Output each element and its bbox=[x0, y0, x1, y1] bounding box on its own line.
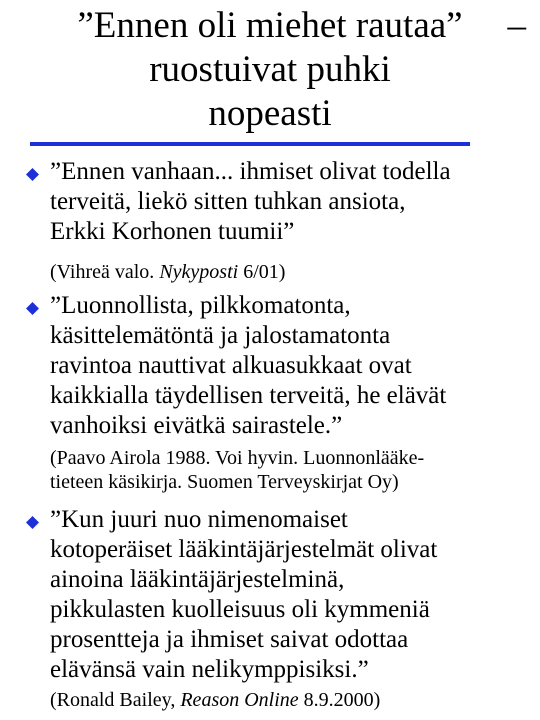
quote-2-line: kaikkialla täydellisen terveitä, he elävät bbox=[50, 382, 447, 409]
quote-3-line: pikkulasten kuolleisuus oli kymmeniä bbox=[50, 596, 430, 623]
slide-title bbox=[0, 4, 540, 136]
quote-2-line: vanhoiksi eivätkä sairastele.” bbox=[50, 412, 343, 439]
title-line-1: ”Ennen oli miehet rautaa” bbox=[77, 5, 463, 46]
quote-1-line: ”Ennen vanhaan... ihmiset olivat todella bbox=[50, 158, 451, 185]
quote-1-line: Erkki Korhonen tuumii” bbox=[50, 218, 295, 245]
quote-2-line: käsittelemätöntä ja jalostamatonta bbox=[50, 322, 391, 349]
source-3-prefix: (Ronald Bailey, bbox=[50, 689, 181, 711]
quote-2-line: ravintoa nauttivat alkuasukkaat ovat bbox=[50, 352, 412, 379]
quote-3-line: prosentteja ja ihmiset saivat odottaa bbox=[50, 626, 409, 653]
source-3-suffix: 8.9.2000) bbox=[298, 689, 381, 711]
quote-1-line: terveitä, liekö sitten tuhkan ansiota, bbox=[50, 188, 406, 215]
quote-text-1 bbox=[50, 157, 530, 247]
quote-source-3 bbox=[50, 688, 530, 712]
source-2-line: (Paavo Airola 1988. Voi hyvin. Luonnonlääke- bbox=[50, 447, 425, 469]
title-underline bbox=[30, 142, 470, 146]
title-dash: – bbox=[507, 5, 526, 46]
quote-text-2 bbox=[50, 291, 530, 441]
diamond-bullet-icon bbox=[26, 516, 39, 529]
source-1-suffix: 6/01) bbox=[238, 261, 286, 283]
diamond-bullet-icon bbox=[26, 302, 39, 315]
quote-2-line: ”Luonnollista, pilkkomatonta, bbox=[50, 292, 351, 319]
quote-source-1 bbox=[50, 260, 530, 284]
title-line-3: nopeasti bbox=[208, 93, 332, 134]
diamond-bullet-icon bbox=[26, 168, 39, 181]
quote-text-3 bbox=[50, 505, 530, 685]
title-line-2: ruostuivat puhki bbox=[149, 49, 391, 90]
source-1-publication: Nykyposti bbox=[159, 261, 239, 283]
source-3-publication: Reason Online bbox=[180, 689, 299, 711]
source-1-prefix: (Vihreä valo. bbox=[50, 261, 160, 283]
source-2-line: tieteen käsikirja. Suomen Terveyskirjat Oy) bbox=[50, 471, 399, 493]
quote-3-line: kotoperäiset lääkintäjärjestelmät olivat bbox=[50, 536, 438, 563]
quote-3-line: ainoina lääkintäjärjestelminä, bbox=[50, 566, 345, 593]
quote-3-line: ”Kun juuri nuo nimenomaiset bbox=[50, 506, 348, 533]
quote-source-2 bbox=[50, 446, 530, 494]
quote-3-line: elävänsä vain nelikymppisiksi.” bbox=[50, 656, 369, 683]
